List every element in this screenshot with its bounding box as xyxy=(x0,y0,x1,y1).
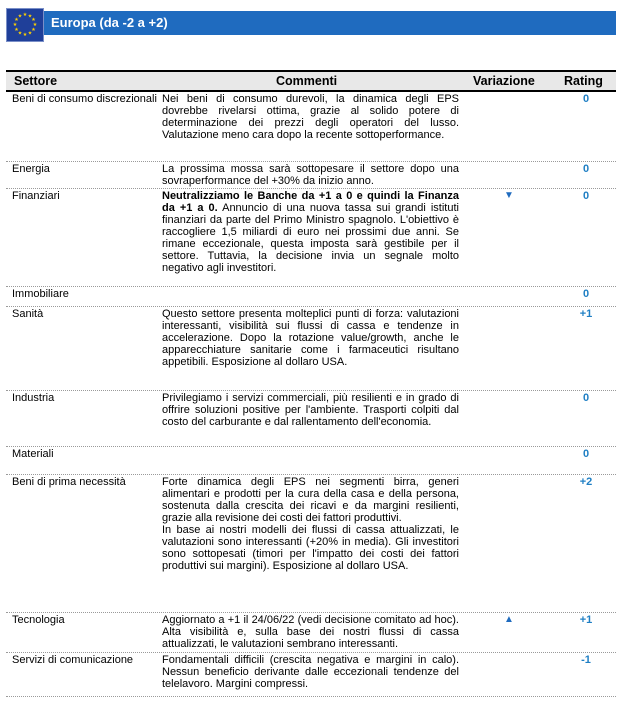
sector-name: Industria xyxy=(12,392,55,404)
table-row xyxy=(6,92,616,162)
svg-text:★: ★ xyxy=(27,30,33,37)
sector-comment: Forte dinamica degli EPS nei segmenti birra, generi alimentari e prodotti per la cura della casa e della persona, sostenuta dalla crescita dei ricavi e da margini resilienti, grazie alla revisione dei costi dei fattori produttivi. In base ai nostri modelli dei flussi di cassa attualizzati, le valutazioni sono interessanti (+20% in media). Gli investitori sono sottopesati (timori per l'impatto dei costi dei fattori produttivi sui margini). Esposizione al dollaro USA. xyxy=(162,476,459,572)
svg-text:★: ★ xyxy=(12,22,18,28)
table-row xyxy=(6,475,616,613)
svg-text:★: ★ xyxy=(17,30,23,37)
svg-text:★: ★ xyxy=(22,32,28,38)
column-header-commenti: Commenti xyxy=(276,74,338,88)
table-row xyxy=(6,613,616,653)
variation-arrow: ▲ xyxy=(504,614,514,625)
table-row xyxy=(6,287,616,307)
sector-comment: Neutralizziamo le Banche da +1 a 0 e quindi la Finanza da +1 a 0. Annuncio di una nuova tassa sui grandi istituti finanziari da parte del Primo Ministro spagnolo. L'obiettivo è raccogliere 1,5 miliardi di euro nei prossimi due anni. Se rimane eccezionale, questa imposta sarà gestibile per il settore. Tuttavia, la decisione invia un segnale molto negativo agli investitori. xyxy=(162,190,459,274)
rating-value: +1 xyxy=(579,308,593,320)
column-header-rating: Rating xyxy=(564,74,603,88)
rating-value: 0 xyxy=(582,93,590,105)
sector-name: Energia xyxy=(12,163,50,175)
sector-comment: Nei beni di consumo durevoli, la dinamica degli EPS dovrebbe rivelarsi ottima, grazie al solido potere di determinazione dei prezzi degli operatori del lusso. Valutazione meno cara dopo la recente sottoperformance. xyxy=(162,93,459,141)
table-header xyxy=(6,70,616,92)
sector-name: Tecnologia xyxy=(12,614,65,626)
rating-value: 0 xyxy=(582,190,590,202)
eu-flag-icon xyxy=(6,8,44,42)
svg-text:★: ★ xyxy=(14,17,19,23)
table-row xyxy=(6,189,616,287)
rating-value: +2 xyxy=(579,476,593,488)
table-row xyxy=(6,307,616,391)
table-row xyxy=(6,391,616,447)
rating-value: 0 xyxy=(582,392,590,404)
table-row xyxy=(6,653,616,697)
rating-value: -1 xyxy=(581,654,591,666)
sector-comment: Fondamentali difficili (crescita negativa e margini in calo). Nessun beneficio derivante dalle eccezionali tendenze del telelavoro. Margini compressi. xyxy=(162,654,459,690)
sector-comment: Aggiornato a +1 il 24/06/22 (vedi decisione comitato ad hoc). Alta visibilità e, sulla base dei nostri flussi di cassa attualizzati, le valutazioni sembrano interessanti. xyxy=(162,614,459,650)
svg-text:★: ★ xyxy=(27,13,33,20)
section-title: Europa (da -2 a +2) xyxy=(44,11,616,35)
sector-name: Beni di consumo discrezionali xyxy=(12,93,157,105)
svg-text:★: ★ xyxy=(31,27,36,33)
sector-name: Immobiliare xyxy=(12,288,69,300)
sector-comment: La prossima mossa sarà sottopesare il settore dopo una sovraperformance del +30% da inizio anno. xyxy=(162,163,459,187)
rating-value: +1 xyxy=(579,614,593,626)
section-header xyxy=(6,8,616,38)
sector-name: Finanziari xyxy=(12,190,60,202)
sector-name: Sanità xyxy=(12,308,44,320)
rating-value: 0 xyxy=(582,288,590,300)
column-header-settore: Settore xyxy=(14,74,58,88)
svg-text:★: ★ xyxy=(32,22,38,28)
column-header-variazione: Variazione xyxy=(473,74,535,88)
svg-text:★: ★ xyxy=(22,12,28,18)
variation-arrow: ▼ xyxy=(504,190,514,201)
sector-name: Materiali xyxy=(12,448,54,460)
table-row xyxy=(6,162,616,189)
svg-text:★: ★ xyxy=(14,27,19,33)
rating-value: 0 xyxy=(582,163,590,175)
svg-text:★: ★ xyxy=(31,17,36,23)
sector-comment: Questo settore presenta molteplici punti di forza: valutazioni interessanti, visibilità sui flussi di cassa e tendenze in accelerazione. Dopo la rotazione value/growth, anche le apparecchiature sanitarie come i farmaceutici risultano appetibili. Esposizione al dollaro USA. xyxy=(162,308,459,368)
sector-name: Servizi di comunicazione xyxy=(12,654,134,666)
rating-value: 0 xyxy=(582,448,590,460)
table-row xyxy=(6,447,616,475)
sector-comment: Privilegiamo i servizi commerciali, più resilienti e in grado di offrire soluzioni positive per l'ambiente. Trasporti colpiti dal costo del carburante e dal rallentamento dell'economia. xyxy=(162,392,459,428)
sector-table xyxy=(6,70,616,697)
svg-text:★: ★ xyxy=(17,13,23,20)
sector-name: Beni di prima necessità xyxy=(12,476,126,488)
